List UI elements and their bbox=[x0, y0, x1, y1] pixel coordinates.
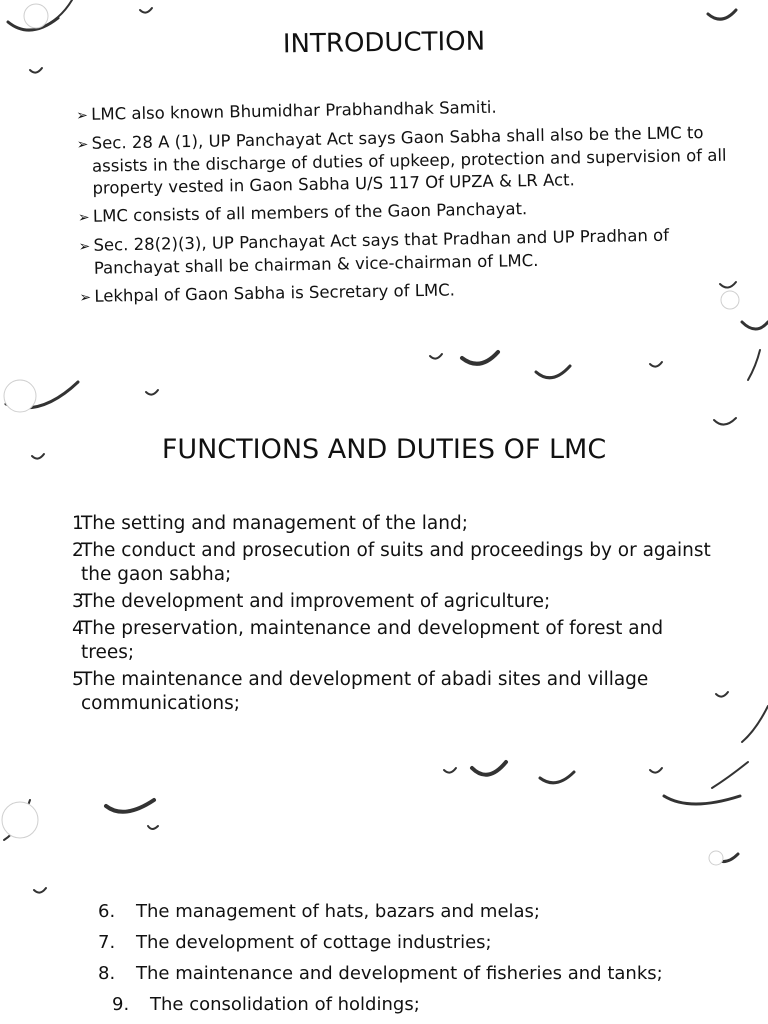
bullet-text: LMC consists of all members of the Gaon Panchayat. bbox=[92, 199, 528, 226]
item-number: 4 bbox=[72, 618, 84, 639]
numbered-list-continued bbox=[98, 896, 663, 1020]
bullet-text: LMC also known Bhumidhar Prabhandhak Samiti. bbox=[91, 97, 497, 124]
item-text: The consolidation of holdings; bbox=[150, 994, 420, 1015]
list-item bbox=[72, 668, 722, 716]
bullet-arrow-icon: ➢ bbox=[76, 107, 89, 124]
list-item bbox=[98, 927, 663, 958]
slide-title: INTRODUCTION bbox=[282, 26, 486, 60]
bullet-arrow-icon: ➢ bbox=[78, 238, 91, 255]
list-item bbox=[98, 896, 663, 927]
list-item bbox=[98, 958, 663, 989]
list-item bbox=[78, 224, 729, 280]
item-text: The management of hats, bazars and melas; bbox=[136, 901, 540, 922]
item-text: The development of cottage industries; bbox=[136, 932, 492, 953]
item-number: 2 bbox=[72, 540, 84, 561]
item-text: The conduct and prosecution of suits and proceedings by or against the gaon sabha; bbox=[81, 540, 711, 585]
item-text: The maintenance and development of abadi sites and village communications; bbox=[81, 669, 649, 714]
list-item bbox=[76, 93, 726, 127]
bullet-arrow-icon: ➢ bbox=[77, 209, 90, 226]
item-number: 8. bbox=[98, 963, 116, 984]
slide-introduction bbox=[0, 0, 768, 384]
list-item bbox=[72, 617, 722, 665]
numbered-list bbox=[72, 512, 722, 719]
item-number: 3 bbox=[72, 591, 84, 612]
item-number: 9. bbox=[112, 994, 130, 1015]
bullet-text: Lekhpal of Gaon Sabha is Secretary of LMC. bbox=[94, 280, 456, 306]
item-number: 5 bbox=[72, 669, 84, 690]
item-text: The development and improvement of agriculture; bbox=[81, 591, 551, 612]
item-text: The preservation, maintenance and development of forest and trees; bbox=[81, 618, 664, 663]
item-number: 7. bbox=[98, 932, 116, 953]
bullet-list bbox=[76, 93, 730, 315]
item-text: The setting and management of the land; bbox=[81, 513, 468, 534]
list-item bbox=[79, 275, 729, 309]
list-item bbox=[72, 539, 722, 587]
list-item bbox=[98, 989, 663, 1020]
list-item bbox=[78, 195, 728, 229]
bullet-text: Sec. 28(2)(3), UP Panchayat Act says that Pradhan and UP Pradhan of Panchayat shall be chairman & vice-chairman of LMC. bbox=[93, 225, 670, 278]
bullet-arrow-icon: ➢ bbox=[76, 136, 89, 153]
item-number: 1 bbox=[72, 513, 84, 534]
list-item bbox=[72, 590, 722, 614]
slide-title: FUNCTIONS AND DUTIES OF LMC bbox=[161, 434, 607, 465]
item-number: 6. bbox=[98, 901, 116, 922]
bullet-arrow-icon: ➢ bbox=[79, 289, 92, 306]
item-text: The maintenance and development of fisheries and tanks; bbox=[136, 963, 663, 984]
list-item bbox=[77, 122, 728, 200]
list-item bbox=[72, 512, 722, 536]
bullet-text: Sec. 28 A (1), UP Panchayat Act says Gaon Sabha shall also be the LMC to assists in the discharge of duties of upkeep, protection and supervision of all property vested in Gaon Sabha U/S 117 Of UPZA & LR Act. bbox=[91, 123, 727, 198]
